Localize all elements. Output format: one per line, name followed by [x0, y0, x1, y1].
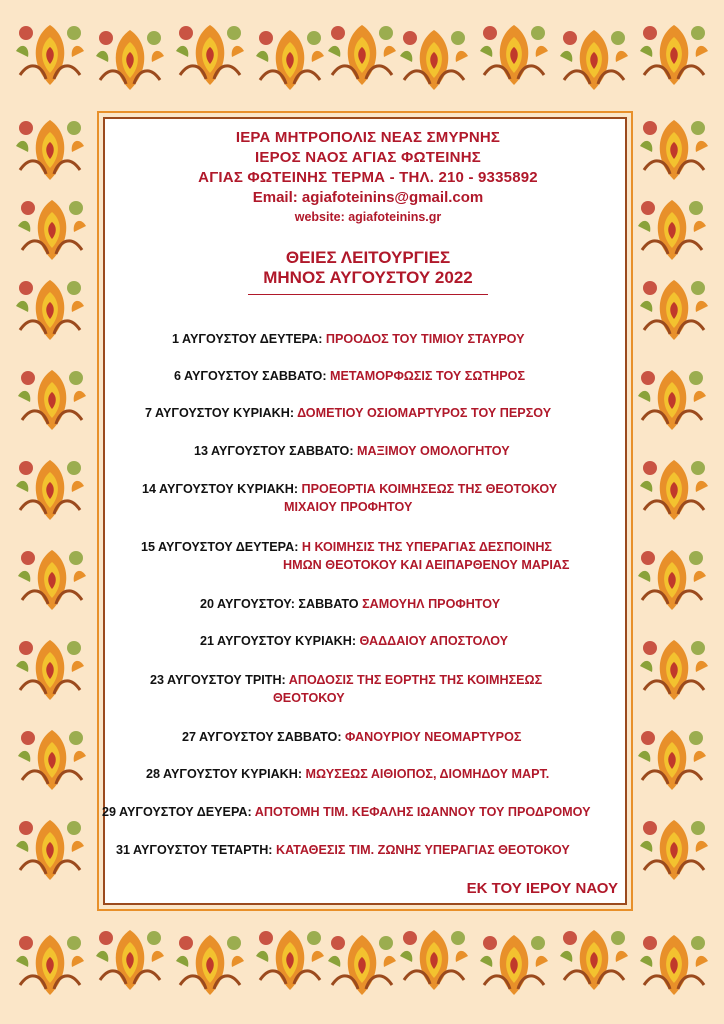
entry-feast: ΜΑΞΙΜΟΥ ΟΜΟΛΟΓΗΤΟΥ	[357, 444, 510, 458]
list-item	[182, 728, 521, 746]
entry-date: 23 ΑΥΓΟΥΣΤΟΥ ΤΡΙΤΗ:	[150, 673, 289, 687]
list-item	[116, 841, 570, 859]
list-item	[150, 671, 542, 707]
list-item	[172, 330, 524, 348]
entry-feast: ΘΑΔΔΑΙΟΥ ΑΠΟΣΤΟΛΟΥ	[359, 634, 509, 648]
content-area	[102, 128, 628, 918]
entry-date: 29 ΑΥΓΟΥΣΤΟΥ ΔΕΥΕΡΑ:	[102, 805, 255, 819]
entry-feast: ΜΕΤΑΜΟΡΦΩΣΙΣ ΤΟΥ ΣΩΤΗΡΟΣ	[330, 369, 525, 383]
list-item	[141, 538, 569, 574]
schedule-title	[108, 248, 628, 295]
list-item	[174, 367, 525, 385]
entry-feast-continued: ΜΙΧΑΙΟΥ ΠΡΟΦΗΤΟΥ	[284, 500, 413, 514]
entry-feast: ΔΟΜΕΤΙΟΥ ΟΣΙΟΜΑΡΤΥΡΟΣ ΤΟΥ ΠΕΡΣΟΥ	[297, 406, 552, 420]
entry-date: 27 ΑΥΓΟΥΣΤΟΥ ΣΑΒΒΑΤΟ:	[182, 730, 346, 744]
list-item	[200, 632, 508, 650]
title-line-2: ΜΗΝΟΣ ΑΥΓΟΥΣΤΟΥ 2022	[263, 268, 473, 287]
entry-feast-continued: ΗΜΩΝ ΘΕΟΤΟΚΟΥ ΚΑΙ ΑΕΙΠΑΡΘΕΝΟΥ ΜΑΡΙΑΣ	[283, 558, 570, 572]
entry-feast: ΠΡΟΕΟΡΤΙΑ ΚΟΙΜΗΣΕΩΣ ΤΗΣ ΘΕΟΤΟΚΟΥ	[301, 482, 558, 496]
entry-feast: ΚΑΤΑΘΕΣΙΣ ΤΙΜ. ΖΩΝΗΣ ΥΠΕΡΑΓΙΑΣ ΘΕΟΤΟΚΟΥ	[276, 843, 570, 857]
entry-feast: ΦΑΝΟΥΡΙΟΥ ΝΕΟΜΑΡΤΥΡΟΣ	[345, 730, 522, 744]
entry-date: 20 ΑΥΓΟΥΣΤΟΥ: ΣΑΒΒΑΤΟ	[200, 597, 363, 611]
entry-date: 1 ΑΥΓΟΥΣΤΟΥ ΔΕΥΤΕΡΑ:	[172, 332, 326, 346]
list-item	[142, 480, 557, 516]
list-item	[200, 595, 500, 613]
entry-date: 21 ΑΥΓΟΥΣΤΟΥ ΚΥΡΙΑΚΗ:	[200, 634, 360, 648]
title-line-1: ΘΕΙΕΣ ΛΕΙΤΟΥΡΓΙΕΣ	[285, 248, 451, 267]
entry-feast: ΠΡΟΟΔΟΣ ΤΟΥ ΤΙΜΙΟΥ ΣΤΑΥΡΟΥ	[325, 332, 525, 346]
entry-date: 28 ΑΥΓΟΥΣΤΟΥ ΚΥΡΙΑΚΗ:	[146, 767, 306, 781]
title-underline	[248, 294, 488, 295]
website-line[interactable]: website: agiafoteinins.gr	[294, 210, 442, 224]
entry-feast: ΜΩΥΣΕΩΣ ΑΙΘΙΟΠΟΣ, ΔΙΟΜΗΔΟΥ ΜΑΡΤ.	[305, 767, 550, 781]
entry-date: 6 ΑΥΓΟΥΣΤΟΥ ΣΑΒΒΑΤΟ:	[174, 369, 331, 383]
entry-feast: ΑΠΟΤΟΜΗ ΤΙΜ. ΚΕΦΑΛΗΣ ΙΩΑΝΝΟΥ ΤΟΥ ΠΡΟΔΡΟΜΟΥ	[254, 805, 591, 819]
list-item	[194, 442, 510, 460]
entry-feast: Η ΚΟΙΜΗΣΙΣ ΤΗΣ ΥΠΕΡΑΓΙΑΣ ΔΕΣΠΟΙΝΗΣ	[301, 540, 552, 554]
list-item	[102, 803, 590, 821]
church-name: ΙΕΡΟΣ ΝΑΟΣ ΑΓΙΑΣ ΦΩΤΕΙΝΗΣ	[255, 149, 481, 166]
signature-footer: ΕΚ ΤΟΥ ΙΕΡΟΥ ΝΑΟΥ	[466, 880, 618, 897]
church-header	[108, 128, 628, 226]
metropolis-name: ΙΕΡΑ ΜΗΤΡΟΠΟΛΙΣ ΝΕΑΣ ΣΜΥΡΝΗΣ	[235, 129, 501, 146]
email-line[interactable]: Email: agiafoteinins@gmail.com	[252, 189, 484, 206]
entry-feast-continued: ΘΕΟΤΟΚΟΥ	[273, 691, 345, 705]
list-item	[145, 404, 551, 422]
entry-date: 13 ΑΥΓΟΥΣΤΟΥ ΣΑΒΒΑΤΟ:	[194, 444, 358, 458]
entry-feast: ΑΠΟΔΟΣΙΣ ΤΗΣ ΕΟΡΤΗΣ ΤΗΣ ΚΟΙΜΗΣΕΩΣ	[288, 673, 543, 687]
entry-date: 14 ΑΥΓΟΥΣΤΟΥ ΚΥΡΙΑΚΗ:	[142, 482, 302, 496]
entry-feast: ΣΑΜΟΥΗΛ ΠΡΟΦΗΤΟΥ	[362, 597, 501, 611]
entry-date: 15 ΑΥΓΟΥΣΤΟΥ ΔΕΥΤΕΡΑ:	[141, 540, 302, 554]
entry-date: 31 ΑΥΓΟΥΣΤΟΥ ΤΕΤΑΡΤΗ:	[116, 843, 276, 857]
entry-date: 7 ΑΥΓΟΥΣΤΟΥ ΚΥΡΙΑΚΗ:	[145, 406, 298, 420]
address-phone: ΑΓΙΑΣ ΦΩΤΕΙΝΗΣ ΤΕΡΜΑ - ΤΗΛ. 210 - 9335892	[198, 169, 538, 186]
list-item	[146, 765, 549, 783]
